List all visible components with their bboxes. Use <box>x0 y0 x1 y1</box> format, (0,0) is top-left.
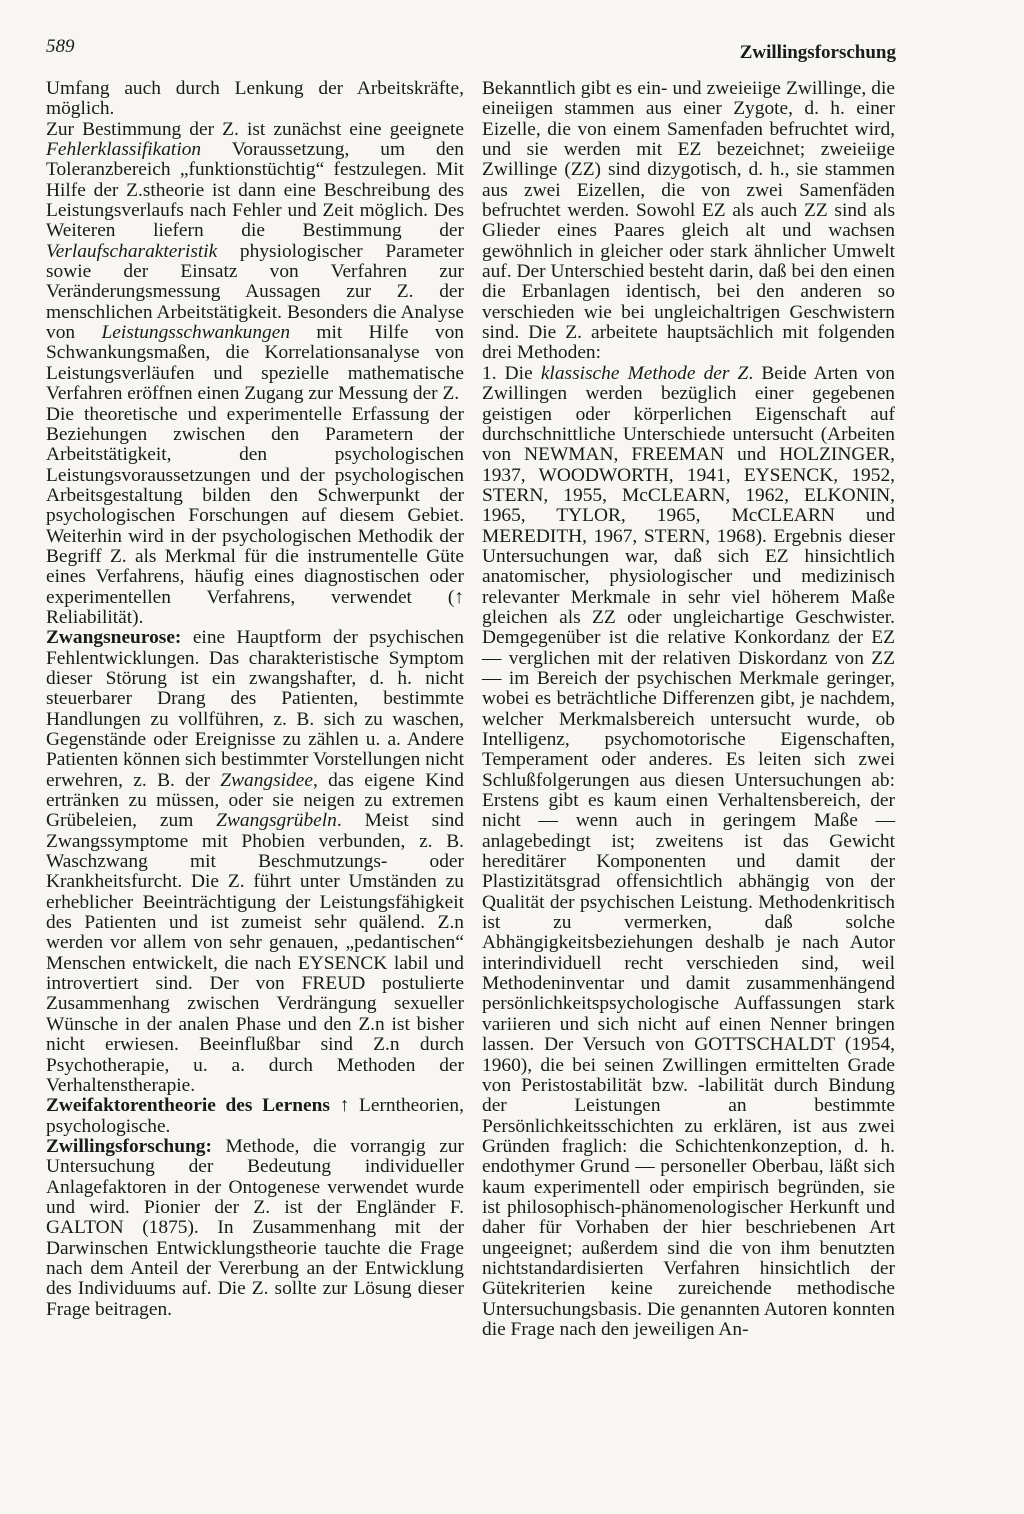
entry-zwangsneurose: Zwangsneurose: eine Hauptform der psychischen Fehlentwicklungen. Das charakteristische Symptom dieser Störung ist ein zwangshafter, d. h. nicht steuerbarer Drang des Patienten, bestimmte Handlungen zu vollführen, z. B. sich zu waschen, Gegenstände oder Ereignisse zu zählen u. a. Andere Patienten können sich bestimmter Vorstellungen nicht erwehren, z. B. der Zwangsidee, das eigene Kind ertränken zu müssen, oder sie neigen zu extremen Grübeleien, zum Zwangsgrübeln. Meist sind Zwangssymptome mit Phobien verbunden, z. B. Waschzwang mit Beschmutzungs- oder Krankheitsfurcht. Die Z. führt unter Umständen zu erheblicher Beeinträchtigung der Leistungsfähigkeit des Patienten und ist zumeist sehr quälend. Z.n werden vor allem von sehr genauen, „pedantischen“ Menschen entwickelt, die nach EYSENCK labil und introvertiert sind. Der von FREUD postulierte Zusammenhang zwischen Verdrängung sexueller Wünsche in der analen Phase und den Z.n ist bisher nicht erwiesen. Beeinflußbar sind Z.n durch Psychotherapie, u. a. durch Methoden der Verhaltenstherapie. <box>46 627 464 1096</box>
cross-reference-arrow-icon: ↑ <box>454 586 464 608</box>
paragraph-klassische-methode: 1. Die klassische Methode der Z. Beide Arten von Zwillingen werden bezüglich einer gegebenen geistigen oder körperlichen Eigenschaft auf durchschnittliche Unterschiede untersucht (Arbeiten von NEWMAN, FREEMAN und HOLZINGER, 1937, WOODWORTH, 1941, EYSENCK, 1952, STERN, 1955, McCLEARN, 1962, ELKONIN, 1965, TYLOR, 1965, McCLEARN und MEREDITH, 1967, STERN, 1968). Ergebnis dieser Untersuchungen war, daß sich EZ hinsichtlich anatomischer, physiologischer und medizinisch relevanter Merkmale in sehr viel höherem Maße gleichen als ZZ oder ungleichartige Geschwister. Demgegenüber ist die relative Konkordanz der EZ — verglichen mit der relativen Diskordanz von ZZ — im Bereich der psychischen Merkmale geringer, wobei es beträchtliche Differenzen gibt, je nachdem, welcher Merkmalsbereich untersucht wurde, ob Intelligenz, psychomotorische Eigenschaften, Temperament oder anderes. Es leiten sich zwei Schlußfolgerungen aus diesen Untersuchungen ab: Erstens gibt es kaum einen Verhaltensbereich, der nicht — wenn auch in geringem Maße — anlagebedingt ist; zweitens ist das Gewicht hereditärer Komponenten und damit der Plastizitätsgrad offensichtlich abhängig von der Qualität der psychischen Leistung. Methodenkritisch ist zu vermerken, daß solche Abhängigkeitsbeziehungen deshalb je nach Autor interindividuell recht verschieden sind, weil Methodeninventar und damit zusammenhängend persönlichkeitspsychologische Auffassungen stark variieren und sich nicht auf einen Nenner bringen lassen. Der Versuch von GOTTSCHALDT (1954, 1960), die bei seinen Zwillingen ermittelten Grade von Peristostabilität bzw. -labilität durch Bindung der Leistungen an bestimmte Persönlichkeitsschichten zu erklären, ist aus zwei Gründen fraglich: die Schichtenkonzeption, d. h. endothymer Grund — personeller Oberbau, läßt sich kaum experimentell oder empirisch begründen, sie ist philosophisch-phänomenologischer Herkunft und daher für Vorhaben der hier beschriebenen Art ungeeignet; außerdem sind die von ihm benutzten nichtstandardisierten Verfahren hinsichtlich der Gütekriterien keine zureichende methodische Untersuchungsbasis. Die genannten Autoren konnten die Frage nach den jeweiligen An- <box>482 362 895 1340</box>
cross-reference-arrow-icon: ↑ <box>339 1095 350 1117</box>
entry-term-zweifaktorentheorie: Zweifaktorentheorie des Lernens <box>46 1095 330 1117</box>
running-head: Zwillingsforschung <box>739 42 896 63</box>
entry-zweifaktorentheorie: Zweifaktorentheorie des Lernens ↑ Lerntheorien, psychologische. <box>46 1095 464 1137</box>
page-number: 589 <box>46 36 75 57</box>
right-column <box>482 79 895 1340</box>
entry-term-zwillingsforschung: Zwillingsforschung: <box>46 1135 212 1157</box>
paragraph-bestimmung: Zur Bestimmung der Z. ist zunächst eine geeignete Fehlerklassifikation Voraussetzung, um den Toleranzbereich „funktionstüchtig“ festzulegen. Mit Hilfe der Z.stheorie ist dann eine Beschreibung des Leistungsverlaufs nach Fehler und Zeit möglich. Des Weiteren liefern die Bestimmung der Verlaufscharakteristik physiologischer Parameter sowie der Einsatz von Verfahren zur Veränderungsmessung Aussagen zur Z. der menschlichen Arbeitstätigkeit. Besonders die Analyse von Leistungsschwankungen mit Hilfe von Schwankungsmaßen, die Korrelationsanalyse von Leistungsverläufen und spezielle mathematische Verfahren eröffnen einen Zugang zur Messung der Z. <box>46 118 465 405</box>
paragraph-erfassung: Die theoretische und experimentelle Erfassung der Beziehungen zwischen den Parametern der Arbeitstätigkeit, den psychologischen Leistungsvoraussetzungen und der psychologischen Arbeitsgestaltung bilden den Schwerpunkt der psychologischen Forschungen auf diesem Gebiet. Weiterhin wird in der psychologischen Methodik der Begriff Z. als Merkmal für die instrumentelle Güte eines Verfahrens, häufig eines diagnostischen oder experimentellen Verfahrens, verwendet (↑ Reliabilität). <box>46 403 464 628</box>
page-header <box>46 36 896 66</box>
paragraph-arbeitskraefte: Umfang auch durch Lenkung der Arbeitskräfte, möglich. <box>46 78 464 120</box>
paragraph-zwillingsarten: Bekanntlich gibt es ein- und zweieiige Zwillinge, die eineiigen stammen aus einer Zygote, d. h. einer Eizelle, die von einem Samenfaden befruchtet wird, und sie werden mit EZ bezeichnet; zweieiige Zwillinge (ZZ) sind dizygotisch, d. h., sie stammen aus zwei Eizellen, die von zwei Samenfäden befruchtet werden. Sowohl EZ als auch ZZ sind als Glieder eines Paares gleich alt und wachsen gewöhnlich in gleicher oder stark ähnlicher Umwelt auf. Der Unterschied besteht darin, daß bei den einen die Erbanlagen identisch, bei den anderen so verschieden wie bei ungleichaltrigen Geschwistern sind. Die Z. arbeitete hauptsächlich mit folgenden drei Methoden: <box>482 78 895 364</box>
entry-term-zwangsneurose: Zwangsneurose: <box>46 627 182 649</box>
entry-zwillingsforschung: Zwillingsforschung: Methode, die vorrangig zur Untersuchung der Bedeutung individueller Anlagefaktoren in der Ontogenese verwendet wurde und wird. Pionier der Z. ist der Engländer F. GALTON (1875). In Zusammenhang mit der Darwinschen Entwicklungstheorie tauchte die Frage nach dem Anteil der Vererbung an der Entwicklung des Individuums auf. Die Z. sollte zur Lösung dieser Frage beitragen. <box>46 1135 464 1320</box>
left-column <box>46 79 464 1320</box>
